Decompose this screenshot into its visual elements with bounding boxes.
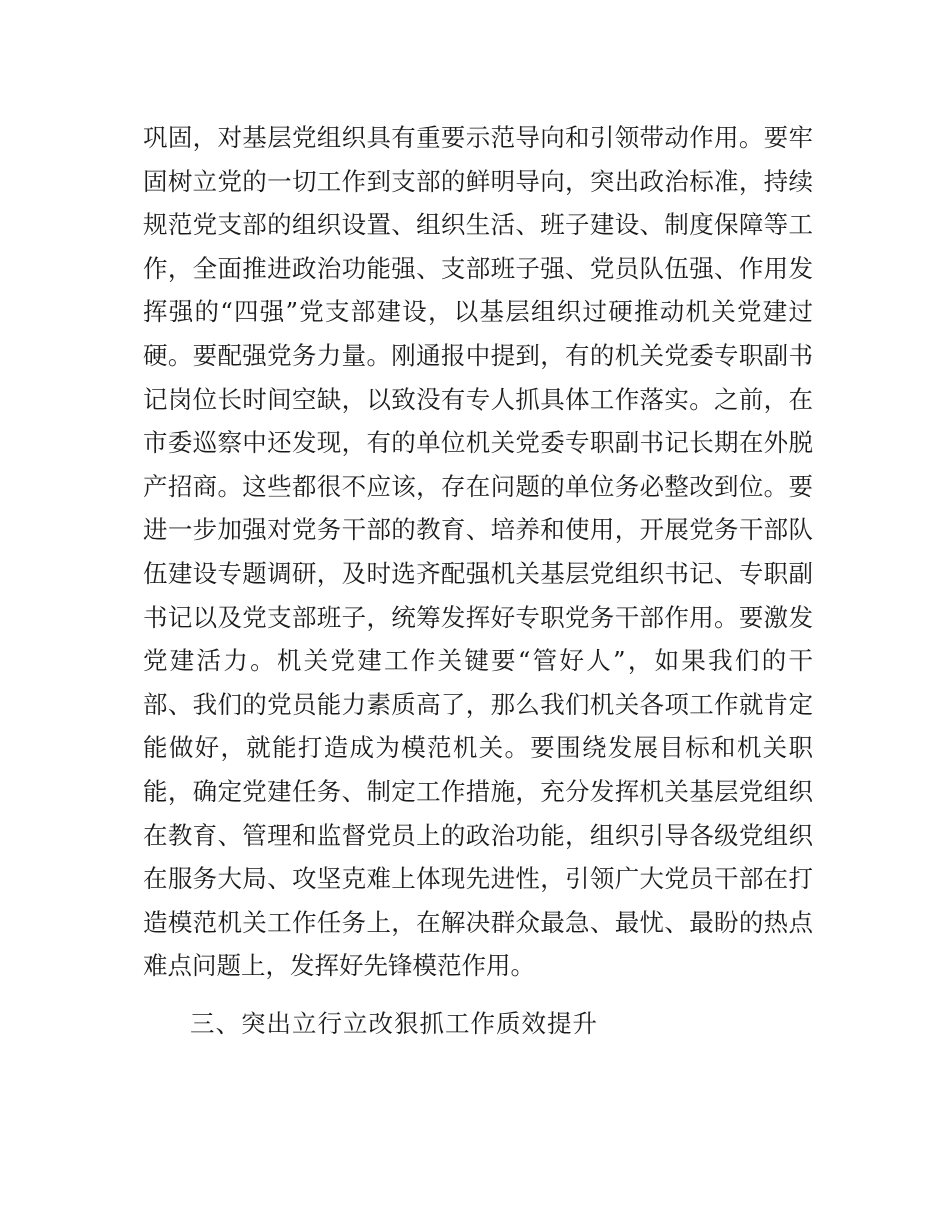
paragraph-line: 规范党支部的组织设置、组织生活、班子建设、制度保障等工 xyxy=(143,210,813,240)
paragraph-line: 市委巡察中还发现，有的单位机关党委专职副书记长期在外脱 xyxy=(143,428,813,458)
paragraph-line: 伍建设专题调研，及时选齐配强机关基层党组织书记、专职副 xyxy=(143,558,813,588)
paragraph-line: 党建活力。机关党建工作关键要“管好人”，如果我们的干 xyxy=(143,646,813,676)
paragraph-line: 难点问题上，发挥好先锋模范作用。 xyxy=(143,951,535,981)
paragraph-line: 书记以及党支部班子，统筹发挥好专职党务干部作用。要激发 xyxy=(143,602,813,632)
paragraph-line: 在教育、管理和监督党员上的政治功能，组织引导各级党组织 xyxy=(143,820,813,850)
section-heading: 三、突出立行立改狠抓工作质效提升 xyxy=(190,1009,598,1038)
body-paragraph xyxy=(143,116,813,988)
paragraph-line: 巩固，对基层党组织具有重要示范导向和引领带动作用。要牢 xyxy=(143,123,813,152)
paragraph-line: 产招商。这些都很不应该，存在问题的单位务必整改到位。要 xyxy=(143,471,813,501)
paragraph-line: 硬。要配强党务力量。刚通报中提到，有的机关党委专职副书 xyxy=(143,340,813,370)
paragraph-line: 固树立党的一切工作到支部的鲜明导向，突出政治标准，持续 xyxy=(143,166,813,196)
paragraph-line: 记岗位长时间空缺，以致没有专人抓具体工作落实。之前，在 xyxy=(143,384,813,414)
paragraph-line: 造模范机关工作任务上，在解决群众最急、最忧、最盼的热点 xyxy=(143,907,813,937)
paragraph-line: 能，确定党建任务、制定工作措施，充分发挥机关基层党组织 xyxy=(143,776,813,806)
paragraph-line: 能做好，就能打造成为模范机关。要围绕发展目标和机关职 xyxy=(143,733,813,763)
paragraph-line: 作，全面推进政治功能强、支部班子强、党员队伍强、作用发 xyxy=(143,253,813,283)
paragraph-line: 挥强的“四强”党支部建设，以基层组织过硬推动机关党建过 xyxy=(143,297,813,327)
paragraph-line: 进一步加强对党务干部的教育、培养和使用，开展党务干部队 xyxy=(143,515,813,545)
paragraph-line: 部、我们的党员能力素质高了，那么我们机关各项工作就肯定 xyxy=(143,689,813,719)
paragraph-line: 在服务大局、攻坚克难上体现先进性，引领广大党员干部在打 xyxy=(143,864,813,894)
